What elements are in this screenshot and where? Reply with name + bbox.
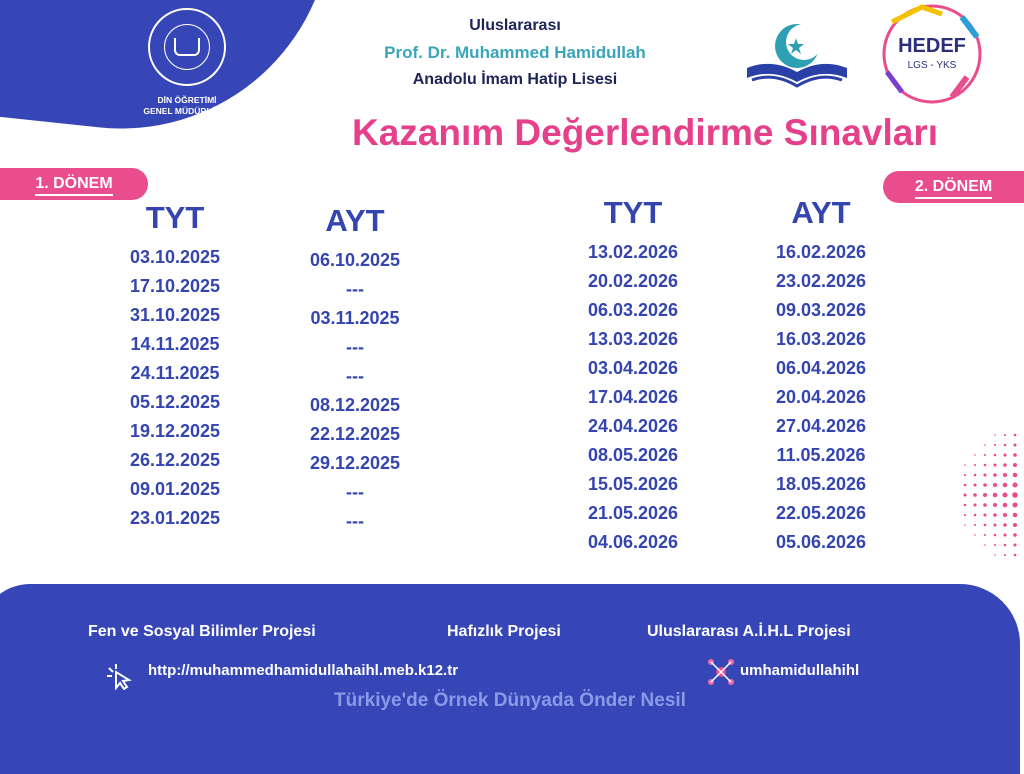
social-network-icon [705, 656, 737, 688]
decorative-dot [1013, 543, 1016, 546]
decorative-dot [1003, 533, 1006, 536]
decorative-dot [974, 514, 977, 517]
decorative-dot [974, 534, 976, 536]
project-international: Uluslararası A.İ.H.L Projesi [647, 623, 851, 640]
decorative-dot [984, 454, 986, 456]
decorative-dot [984, 544, 986, 546]
decorative-dot [1003, 503, 1008, 508]
decorative-dot [983, 503, 987, 507]
school-motto: Türkiye'de Örnek Dünyada Önder Nesil [334, 690, 686, 711]
hedef-subtitle: LGS - YKS [907, 60, 957, 71]
decorative-dot [984, 444, 986, 446]
date-cell: 26.12.2025 [129, 450, 221, 470]
date-cell: 03.04.2026 [587, 358, 679, 378]
date-cell: 03.11.2025 [310, 308, 400, 328]
date-cell: --- [346, 279, 364, 299]
decorative-dot [983, 483, 987, 487]
project-science-social: Fen ve Sosyal Bilimler Projesi [88, 623, 316, 640]
decorative-dot [1013, 533, 1017, 537]
footer-band [0, 584, 1020, 774]
cursor-click-icon [106, 664, 134, 690]
decorative-dot [993, 463, 996, 466]
decorative-dot [964, 464, 966, 466]
date-cell: 23.01.2025 [129, 508, 221, 528]
decorative-dot [1003, 513, 1007, 517]
decorative-dot [1014, 434, 1017, 437]
date-cell: 04.06.2026 [587, 532, 679, 552]
decorative-dot [1013, 463, 1017, 467]
decorative-dot [994, 534, 997, 537]
semester-2-badge [883, 171, 1024, 203]
semester-1-label: 1. DÖNEM [35, 174, 112, 196]
decorative-dot [984, 464, 987, 467]
decorative-dot [983, 513, 986, 516]
decorative-dot [1013, 443, 1016, 446]
date-cell: 11.05.2026 [776, 445, 866, 465]
decorative-dot [1013, 453, 1017, 457]
date-cell: 24.04.2026 [587, 416, 679, 436]
decorative-dot [993, 513, 997, 517]
decorative-dot [1013, 473, 1018, 478]
school-line-1: Uluslararası [469, 17, 561, 34]
decorative-dot [973, 483, 976, 486]
date-cell: 14.11.2025 [130, 334, 220, 354]
date-cell: 08.05.2026 [587, 445, 679, 465]
school-line-3: Anadolu İmam Hatip Lisesi [412, 71, 618, 88]
date-cell: 15.05.2026 [587, 474, 679, 494]
date-cell: 16.03.2026 [775, 329, 867, 349]
date-cell: 16.02.2026 [775, 242, 867, 262]
column-header: TYT [145, 200, 205, 235]
decorative-dot [964, 524, 966, 526]
decorative-dot [983, 493, 987, 497]
decorative-dot [1002, 492, 1007, 497]
ministry-line-2: GENEL MÜDÜRLÜĞÜ [143, 106, 231, 116]
ministry-name [120, 95, 254, 117]
decorative-dot [1012, 482, 1017, 487]
date-cell: 20.02.2026 [587, 271, 679, 291]
decorative-dot [974, 464, 976, 466]
decorative-dot [1004, 544, 1007, 547]
decorative-dot [1004, 554, 1006, 556]
date-cell: 09.01.2025 [129, 479, 221, 499]
date-cell: 29.12.2025 [309, 453, 401, 473]
decorative-dot [994, 454, 997, 457]
date-cell: 03.10.2025 [129, 247, 221, 267]
decorative-dot [1012, 502, 1017, 507]
social-handle[interactable]: umhamidullahihl [740, 662, 860, 679]
decorative-dot [964, 504, 967, 507]
date-cell: --- [346, 511, 364, 531]
date-cell: 23.02.2026 [775, 271, 867, 291]
column-header: TYT [603, 195, 663, 230]
decorative-dot [993, 473, 997, 477]
decorative-dot [994, 554, 996, 556]
date-cell: 06.03.2026 [587, 300, 679, 320]
decorative-dot [1003, 473, 1007, 477]
date-cell: 06.10.2025 [309, 250, 401, 270]
school-line-2: Prof. Dr. Muhammed Hamidullah [384, 43, 646, 62]
date-cell: 24.11.2025 [130, 363, 220, 383]
semester-1-ayt-column [285, 196, 425, 536]
decorative-dot [973, 493, 977, 497]
decorative-dot [964, 514, 966, 516]
decorative-dot [963, 493, 966, 496]
decorative-dot [983, 473, 986, 476]
decorative-dot [984, 524, 987, 527]
decorative-dot [1014, 554, 1017, 557]
date-cell: 08.12.2025 [309, 395, 401, 415]
ministry-line-1: DİN ÖĞRETİMİ [157, 95, 217, 105]
decorative-dot [964, 484, 967, 487]
date-cell: 09.03.2026 [775, 300, 867, 320]
decorative-dot [993, 503, 997, 507]
hedef-title: HEDEF [898, 35, 966, 57]
decorative-dot [994, 434, 996, 436]
project-hafizlik: Hafızlık Projesi [447, 623, 561, 640]
date-cell: 20.04.2026 [775, 387, 867, 407]
decorative-dot [993, 523, 996, 526]
date-cell: 17.04.2026 [587, 387, 679, 407]
decorative-dot [974, 474, 977, 477]
decorative-dot [1003, 523, 1007, 527]
decorative-dot [1013, 513, 1018, 518]
semester-1-tyt-column [105, 193, 245, 533]
date-cell: 13.03.2026 [587, 329, 679, 349]
decorative-dot [994, 544, 996, 546]
semester-2-tyt-column [563, 188, 703, 557]
decorative-dot [1004, 444, 1007, 447]
book-icon [174, 38, 200, 56]
semester-2-ayt-column [746, 188, 896, 557]
date-cell: 27.04.2026 [775, 416, 867, 436]
date-cell: --- [346, 366, 364, 386]
decorative-dots [960, 430, 1020, 560]
date-cell: 17.10.2025 [129, 276, 221, 296]
decorative-dot [1004, 434, 1006, 436]
semester-2-label: 2. DÖNEM [915, 177, 992, 199]
date-cell: 06.04.2026 [775, 358, 867, 378]
date-cell: 05.12.2025 [129, 392, 221, 412]
decorative-dot [1013, 523, 1017, 527]
date-cell: 13.02.2026 [587, 242, 679, 262]
decorative-dot [974, 454, 976, 456]
date-cell: 22.05.2026 [775, 503, 867, 523]
decorative-dot [1003, 453, 1006, 456]
column-header: AYT [325, 203, 385, 238]
date-cell: 18.05.2026 [775, 474, 867, 494]
decorative-dot [1003, 483, 1008, 488]
date-cell: 31.10.2025 [129, 305, 221, 325]
date-cell: --- [346, 337, 364, 357]
decorative-dot [964, 474, 966, 476]
crescent-book-logo-icon [742, 20, 852, 90]
date-cell: 22.12.2025 [309, 424, 401, 444]
page-title: Kazanım Değerlendirme Sınavları [351, 112, 939, 153]
website-link[interactable]: http://muhammedhamidullahaihl.meb.k12.tr [148, 662, 459, 679]
decorative-dot [973, 503, 976, 506]
decorative-dot [993, 483, 997, 487]
decorative-dot [974, 524, 976, 526]
date-cell: 19.12.2025 [129, 421, 221, 441]
date-cell: 21.05.2026 [587, 503, 679, 523]
date-cell: --- [346, 482, 364, 502]
date-cell: 05.06.2026 [775, 532, 867, 552]
decorative-dot [994, 444, 996, 446]
column-header: AYT [791, 195, 851, 230]
decorative-dot [1003, 463, 1007, 467]
hedef-logo-icon [872, 2, 992, 107]
decorative-dot [993, 493, 998, 498]
decorative-dot [984, 534, 986, 536]
decorative-dot [1012, 492, 1018, 498]
